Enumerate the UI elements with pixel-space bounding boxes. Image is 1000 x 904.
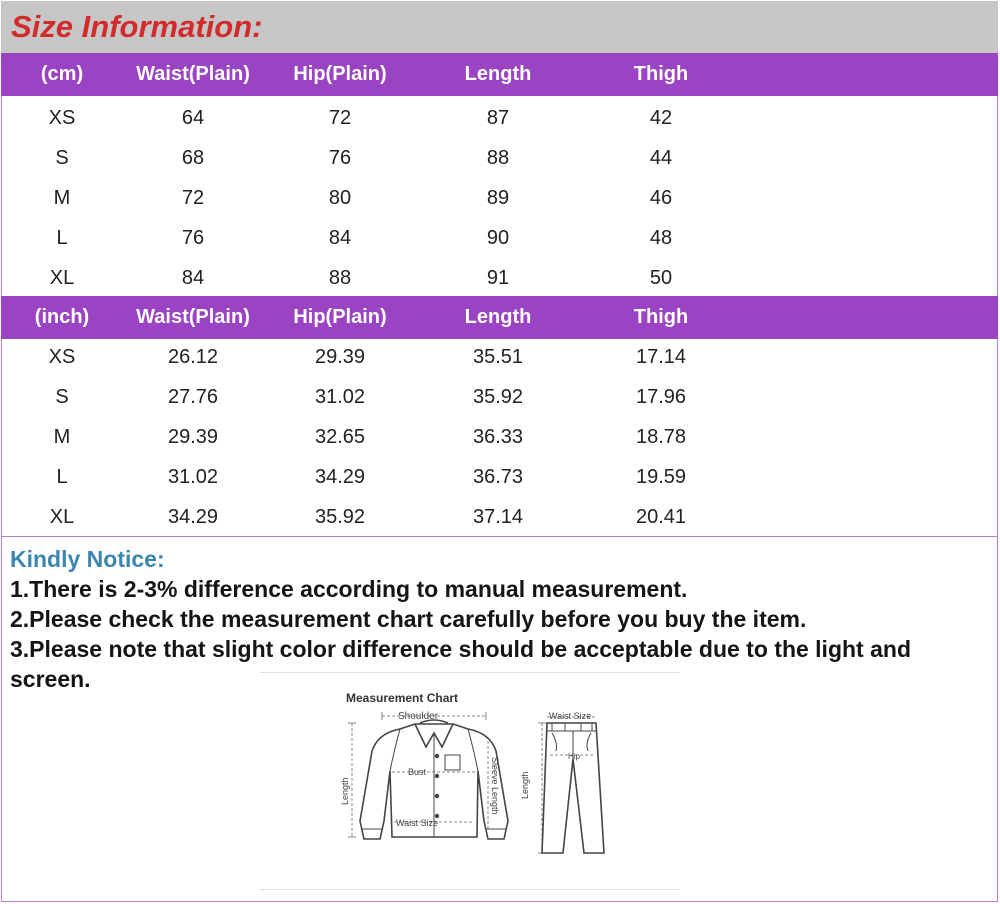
title-bar bbox=[1, 1, 998, 53]
size-cell: L bbox=[56, 227, 68, 249]
hip-cell: 72 bbox=[328, 107, 352, 129]
waist-cell: 29.39 bbox=[167, 426, 219, 448]
thigh-cell: 17.14 bbox=[635, 346, 687, 368]
cm-table-header bbox=[1, 53, 998, 96]
pants-length-label: Length bbox=[520, 771, 530, 799]
table-row bbox=[1, 417, 998, 457]
thigh-cell: 44 bbox=[649, 147, 673, 169]
inch-header-unit: (inch) bbox=[34, 306, 90, 328]
notice-line: 3.Please note that slight color difference should be acceptable due to the light and bbox=[10, 636, 911, 662]
shoulder-label: Shoulder bbox=[398, 711, 439, 722]
waist-cell: 34.29 bbox=[167, 506, 219, 528]
waist-cell: 72 bbox=[181, 187, 205, 209]
page-title: Size Information: bbox=[11, 9, 263, 44]
measurement-chart-title: Measurement Chart bbox=[346, 691, 459, 705]
table-row bbox=[1, 497, 998, 537]
size-cell: S bbox=[55, 386, 69, 408]
notice-line: 1.There is 2-3% difference according to manual measurement. bbox=[10, 576, 688, 602]
waist-cell: 64 bbox=[181, 107, 205, 129]
thigh-cell: 18.78 bbox=[635, 426, 687, 448]
length-cell: 35.92 bbox=[472, 386, 524, 408]
size-cell: XL bbox=[49, 506, 75, 528]
size-cell: XL bbox=[49, 267, 75, 289]
hip-cell: 29.39 bbox=[314, 346, 366, 368]
inch-header-length: Length bbox=[464, 306, 532, 328]
inch-header-waist: Waist(Plain) bbox=[136, 306, 250, 328]
thigh-cell: 20.41 bbox=[635, 506, 687, 528]
length-cell: 89 bbox=[486, 187, 510, 209]
inch-header-hip: Hip(Plain) bbox=[293, 306, 387, 328]
hip-cell: 76 bbox=[328, 147, 352, 169]
waist-cell: 76 bbox=[181, 227, 205, 249]
notice-line: 2.Please check the measurement chart carefully before you buy the item. bbox=[10, 606, 807, 632]
cm-header-thigh: Thigh bbox=[633, 63, 689, 85]
size-cell: L bbox=[56, 466, 68, 488]
bust-label: Bust bbox=[408, 767, 427, 777]
hip-cell: 32.65 bbox=[314, 426, 366, 448]
hip-cell: 84 bbox=[328, 227, 352, 249]
waist-cell: 68 bbox=[181, 147, 205, 169]
waist-cell: 31.02 bbox=[167, 466, 219, 488]
thigh-cell: 17.96 bbox=[635, 386, 687, 408]
length-cell: 88 bbox=[486, 147, 510, 169]
cm-header-waist: Waist(Plain) bbox=[136, 63, 250, 85]
table-row bbox=[1, 457, 998, 497]
table-row bbox=[1, 98, 998, 138]
length-cell: 35.51 bbox=[472, 346, 524, 368]
size-cell: XS bbox=[48, 107, 76, 129]
table-row bbox=[1, 337, 998, 377]
length-cell: 87 bbox=[486, 107, 510, 129]
waist-cell: 84 bbox=[181, 267, 205, 289]
length-cell: 36.33 bbox=[472, 426, 524, 448]
notice-line: screen. bbox=[10, 666, 91, 692]
length-cell: 36.73 bbox=[472, 466, 524, 488]
table-row bbox=[1, 138, 998, 178]
length-cell: 37.14 bbox=[472, 506, 524, 528]
length-label: Length bbox=[340, 777, 350, 805]
waist-size-label: Waist Size bbox=[396, 818, 439, 828]
measurement-chart bbox=[260, 671, 680, 891]
size-cell: XS bbox=[48, 346, 76, 368]
length-cell: 90 bbox=[486, 227, 510, 249]
thigh-cell: 42 bbox=[649, 107, 673, 129]
size-cell: M bbox=[53, 426, 71, 448]
hip-label: Hip bbox=[568, 752, 581, 761]
waist-cell: 27.76 bbox=[167, 386, 219, 408]
thigh-cell: 19.59 bbox=[635, 466, 687, 488]
table-row bbox=[1, 178, 998, 218]
thigh-cell: 48 bbox=[649, 227, 673, 249]
cm-header-unit: (cm) bbox=[40, 63, 84, 85]
hip-cell: 31.02 bbox=[314, 386, 366, 408]
table-row bbox=[1, 258, 998, 298]
cm-header-hip: Hip(Plain) bbox=[293, 63, 387, 85]
thigh-cell: 50 bbox=[649, 267, 673, 289]
hip-cell: 34.29 bbox=[314, 466, 366, 488]
hip-cell: 35.92 bbox=[314, 506, 366, 528]
pants-diagram-icon bbox=[542, 723, 604, 853]
cm-header-length: Length bbox=[464, 63, 532, 85]
hip-cell: 80 bbox=[328, 187, 352, 209]
waist-cell: 26.12 bbox=[167, 346, 219, 368]
inch-header-thigh: Thigh bbox=[633, 306, 689, 328]
size-cell: S bbox=[55, 147, 69, 169]
thigh-cell: 46 bbox=[649, 187, 673, 209]
length-cell: 91 bbox=[486, 267, 510, 289]
table-row bbox=[1, 377, 998, 417]
notice-heading: Kindly Notice: bbox=[10, 546, 165, 572]
inch-table-header bbox=[1, 296, 998, 339]
size-cell: M bbox=[53, 187, 71, 209]
table-row bbox=[1, 218, 998, 258]
divider bbox=[1, 536, 998, 537]
sleeve-length-label: Sleeve Length bbox=[490, 757, 500, 815]
hip-cell: 88 bbox=[328, 267, 352, 289]
pants-waist-size-label: Waist Size bbox=[549, 711, 592, 721]
